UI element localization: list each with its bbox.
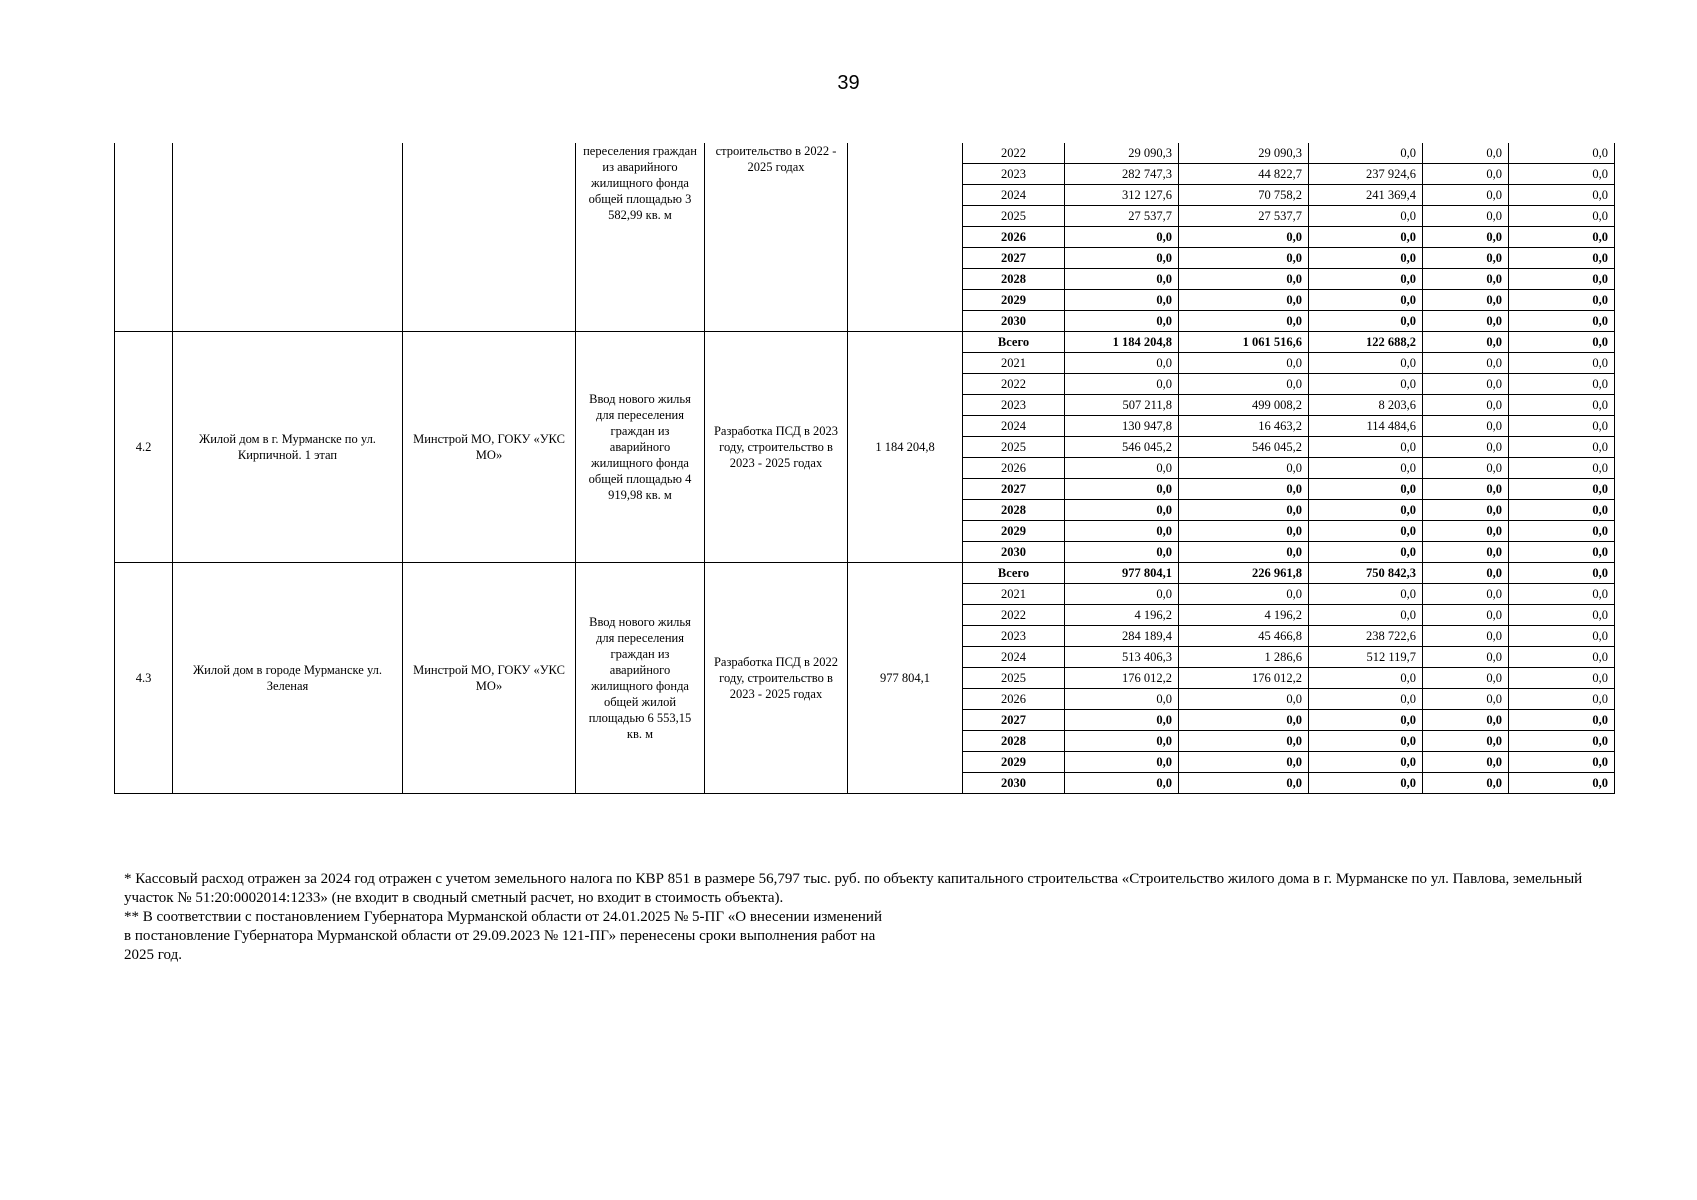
value-cell: 0,0 [1423, 458, 1509, 479]
value-cell: 0,0 [1309, 227, 1423, 248]
footnote-2-line-1: ** В соответствии с постановлением Губернатора Мурманской области от 24.01.2025 № 5-ПГ «О внесении изменений [124, 909, 882, 925]
object-4-2-purpose: Ввод нового жилья для переселения граждан из аварийного жилищного фонда общей площадью 4 919,98 кв. м [576, 332, 705, 563]
value-cell: 0,0 [1509, 269, 1615, 290]
value-cell: 546 045,2 [1065, 437, 1179, 458]
value-cell: 0,0 [1309, 521, 1423, 542]
year-cell: 2026 [963, 689, 1065, 710]
footnote-1: * Кассовый расход отражен за 2024 год отражен с учетом земельного налога по КВР 851 в размере 56,797 тыс. руб. по объекту капитального строительства «Строительство жилого дома в г. Мурманске по ул. Павлова, земельный участок № 51:20:0002014:1233» (не входит в сводный сметный расчет, но входит в стоимость объекта). [124, 871, 1583, 906]
value-cell: 0,0 [1509, 332, 1615, 353]
value-cell: 0,0 [1509, 521, 1615, 542]
value-cell: 0,0 [1423, 185, 1509, 206]
continued-object-number [115, 143, 173, 332]
value-cell: 0,0 [1509, 185, 1615, 206]
value-cell: 0,0 [1423, 206, 1509, 227]
value-cell: 0,0 [1509, 374, 1615, 395]
year-cell: 2030 [963, 542, 1065, 563]
value-cell: 0,0 [1179, 584, 1309, 605]
continued-object-executor [403, 143, 576, 332]
value-cell: 0,0 [1509, 605, 1615, 626]
value-cell: 0,0 [1179, 248, 1309, 269]
value-cell: 0,0 [1423, 500, 1509, 521]
object-4-2-number: 4.2 [115, 332, 173, 563]
value-cell: 0,0 [1509, 563, 1615, 584]
page-number: 39 [837, 72, 860, 94]
continued-object-cost [848, 143, 963, 332]
value-cell: 0,0 [1309, 542, 1423, 563]
value-cell: 0,0 [1065, 521, 1179, 542]
value-cell: 0,0 [1179, 269, 1309, 290]
footnote-2-line-2: в постановление Губернатора Мурманской области от 29.09.2023 № 121-ПГ» перенесены сроки выполнения работ на [124, 928, 876, 944]
year-cell: 2025 [963, 206, 1065, 227]
year-cell: 2025 [963, 437, 1065, 458]
value-cell: 0,0 [1179, 374, 1309, 395]
year-cell: 2021 [963, 584, 1065, 605]
value-cell: 0,0 [1309, 500, 1423, 521]
value-cell: 282 747,3 [1065, 164, 1179, 185]
year-cell: 2030 [963, 773, 1065, 794]
value-cell: 0,0 [1423, 332, 1509, 353]
year-cell: 2027 [963, 479, 1065, 500]
value-cell: 312 127,6 [1065, 185, 1179, 206]
value-cell: 0,0 [1423, 143, 1509, 164]
value-cell: 0,0 [1509, 311, 1615, 332]
value-cell: 0,0 [1423, 605, 1509, 626]
value-cell: 29 090,3 [1065, 143, 1179, 164]
year-cell: 2025 [963, 668, 1065, 689]
value-cell: 0,0 [1309, 605, 1423, 626]
object-4-2-executor: Минстрой МО, ГОКУ «УКС МО» [403, 332, 576, 563]
object-4-2-stages: Разработка ПСД в 2023 году, строительство в 2023 - 2025 годах [705, 332, 848, 563]
value-cell: 27 537,7 [1179, 206, 1309, 227]
value-cell: 977 804,1 [1065, 563, 1179, 584]
year-cell: 2021 [963, 353, 1065, 374]
value-cell: 241 369,4 [1309, 185, 1423, 206]
object-4-3-purpose: Ввод нового жилья для переселения граждан из аварийного жилищного фонда общей жилой площадью 6 553,15 кв. м [576, 563, 705, 794]
value-cell: 0,0 [1423, 227, 1509, 248]
value-cell: 1 184 204,8 [1065, 332, 1179, 353]
value-cell: 0,0 [1179, 311, 1309, 332]
value-cell: 0,0 [1509, 626, 1615, 647]
value-cell: 0,0 [1179, 773, 1309, 794]
value-cell: 0,0 [1065, 542, 1179, 563]
value-cell: 0,0 [1509, 353, 1615, 374]
value-cell: 0,0 [1509, 437, 1615, 458]
value-cell: 0,0 [1065, 689, 1179, 710]
value-cell: 0,0 [1509, 584, 1615, 605]
value-cell: 0,0 [1179, 710, 1309, 731]
object-4-3-executor: Минстрой МО, ГОКУ «УКС МО» [403, 563, 576, 794]
value-cell: 0,0 [1065, 584, 1179, 605]
value-cell: 0,0 [1065, 290, 1179, 311]
continued-object-name [173, 143, 403, 332]
year-cell: 2029 [963, 521, 1065, 542]
value-cell: 0,0 [1065, 311, 1179, 332]
value-cell: 0,0 [1309, 479, 1423, 500]
value-cell: 0,0 [1065, 479, 1179, 500]
value-cell: 0,0 [1509, 647, 1615, 668]
value-cell: 0,0 [1423, 374, 1509, 395]
value-cell: 0,0 [1309, 731, 1423, 752]
value-cell: 512 119,7 [1309, 647, 1423, 668]
value-cell: 0,0 [1423, 752, 1509, 773]
program-table [114, 143, 1615, 794]
value-cell: 0,0 [1309, 248, 1423, 269]
value-cell: 0,0 [1423, 311, 1509, 332]
object-4-3-number: 4.3 [115, 563, 173, 794]
value-cell: 0,0 [1423, 626, 1509, 647]
value-cell: 0,0 [1309, 374, 1423, 395]
year-cell: 2022 [963, 605, 1065, 626]
value-cell: 0,0 [1065, 353, 1179, 374]
value-cell: 122 688,2 [1309, 332, 1423, 353]
value-cell: 0,0 [1423, 584, 1509, 605]
value-cell: 0,0 [1309, 311, 1423, 332]
value-cell: 0,0 [1509, 752, 1615, 773]
value-cell: 0,0 [1179, 353, 1309, 374]
year-cell: 2028 [963, 731, 1065, 752]
value-cell: 0,0 [1423, 353, 1509, 374]
year-cell: Всего [963, 332, 1065, 353]
value-cell: 0,0 [1509, 458, 1615, 479]
footnotes [124, 870, 1584, 965]
footnote-2-line-3: 2025 год. [124, 947, 182, 963]
value-cell: 0,0 [1509, 731, 1615, 752]
value-cell: 0,0 [1309, 689, 1423, 710]
value-cell: 0,0 [1065, 500, 1179, 521]
year-cell: 2024 [963, 185, 1065, 206]
object-4-3-stages: Разработка ПСД в 2022 году, строительство в 2023 - 2025 годах [705, 563, 848, 794]
year-cell: 2024 [963, 647, 1065, 668]
value-cell: 0,0 [1509, 710, 1615, 731]
value-cell: 507 211,8 [1065, 395, 1179, 416]
value-cell: 0,0 [1179, 542, 1309, 563]
value-cell: 0,0 [1179, 479, 1309, 500]
value-cell: 513 406,3 [1065, 647, 1179, 668]
value-cell: 0,0 [1423, 542, 1509, 563]
value-cell: 8 203,6 [1309, 395, 1423, 416]
value-cell: 4 196,2 [1179, 605, 1309, 626]
object-4-3-name: Жилой дом в городе Мурманске ул. Зеленая [173, 563, 403, 794]
value-cell: 0,0 [1423, 248, 1509, 269]
value-cell: 0,0 [1179, 290, 1309, 311]
value-cell: 27 537,7 [1065, 206, 1179, 227]
object-4-2-name: Жилой дом в г. Мурманске по ул. Кирпичной. 1 этап [173, 332, 403, 563]
value-cell: 0,0 [1065, 458, 1179, 479]
value-cell: 0,0 [1423, 290, 1509, 311]
value-cell: 0,0 [1179, 521, 1309, 542]
year-cell: 2024 [963, 416, 1065, 437]
value-cell: 45 466,8 [1179, 626, 1309, 647]
value-cell: 0,0 [1423, 647, 1509, 668]
continued-object-purpose: переселения граждан из аварийного жилищного фонда общей площадью 3 582,99 кв. м [576, 143, 705, 332]
value-cell: 0,0 [1065, 773, 1179, 794]
value-cell: 0,0 [1509, 542, 1615, 563]
value-cell: 130 947,8 [1065, 416, 1179, 437]
year-cell: 2030 [963, 311, 1065, 332]
value-cell: 0,0 [1309, 206, 1423, 227]
value-cell: 226 961,8 [1179, 563, 1309, 584]
value-cell: 0,0 [1065, 374, 1179, 395]
value-cell: 0,0 [1423, 269, 1509, 290]
table-row [115, 332, 1615, 353]
table-row [115, 563, 1615, 584]
table-row [115, 143, 1615, 164]
value-cell: 0,0 [1509, 164, 1615, 185]
value-cell: 0,0 [1509, 290, 1615, 311]
value-cell: 0,0 [1065, 752, 1179, 773]
value-cell: 284 189,4 [1065, 626, 1179, 647]
value-cell: 0,0 [1065, 731, 1179, 752]
value-cell: 0,0 [1309, 143, 1423, 164]
year-cell: 2023 [963, 395, 1065, 416]
value-cell: 0,0 [1509, 500, 1615, 521]
value-cell: 1 061 516,6 [1179, 332, 1309, 353]
value-cell: 29 090,3 [1179, 143, 1309, 164]
value-cell: 0,0 [1309, 752, 1423, 773]
value-cell: 0,0 [1309, 458, 1423, 479]
year-cell: 2023 [963, 626, 1065, 647]
value-cell: 546 045,2 [1179, 437, 1309, 458]
value-cell: 0,0 [1179, 752, 1309, 773]
year-cell: 2029 [963, 752, 1065, 773]
value-cell: 0,0 [1509, 227, 1615, 248]
value-cell: 0,0 [1309, 437, 1423, 458]
value-cell: 1 286,6 [1179, 647, 1309, 668]
value-cell: 0,0 [1509, 143, 1615, 164]
value-cell: 0,0 [1509, 668, 1615, 689]
value-cell: 0,0 [1509, 416, 1615, 437]
object-4-2-cost: 1 184 204,8 [848, 332, 963, 563]
year-cell: 2028 [963, 500, 1065, 521]
object-4-3-cost: 977 804,1 [848, 563, 963, 794]
value-cell: 176 012,2 [1065, 668, 1179, 689]
value-cell: 0,0 [1309, 353, 1423, 374]
value-cell: 0,0 [1423, 395, 1509, 416]
value-cell: 0,0 [1423, 773, 1509, 794]
year-cell: 2022 [963, 374, 1065, 395]
value-cell: 70 758,2 [1179, 185, 1309, 206]
year-cell: 2027 [963, 710, 1065, 731]
value-cell: 237 924,6 [1309, 164, 1423, 185]
value-cell: 0,0 [1423, 731, 1509, 752]
value-cell: 0,0 [1509, 206, 1615, 227]
value-cell: 0,0 [1509, 395, 1615, 416]
value-cell: 0,0 [1179, 500, 1309, 521]
value-cell: 0,0 [1179, 227, 1309, 248]
value-cell: 0,0 [1179, 731, 1309, 752]
year-cell: 2026 [963, 458, 1065, 479]
value-cell: 176 012,2 [1179, 668, 1309, 689]
value-cell: 0,0 [1309, 584, 1423, 605]
value-cell: 0,0 [1309, 668, 1423, 689]
value-cell: 0,0 [1509, 479, 1615, 500]
value-cell: 0,0 [1065, 269, 1179, 290]
value-cell: 0,0 [1065, 248, 1179, 269]
value-cell: 114 484,6 [1309, 416, 1423, 437]
value-cell: 0,0 [1423, 563, 1509, 584]
value-cell: 0,0 [1509, 773, 1615, 794]
value-cell: 0,0 [1309, 773, 1423, 794]
value-cell: 0,0 [1423, 479, 1509, 500]
value-cell: 0,0 [1179, 458, 1309, 479]
year-cell: 2027 [963, 248, 1065, 269]
value-cell: 44 822,7 [1179, 164, 1309, 185]
year-cell: 2028 [963, 269, 1065, 290]
value-cell: 0,0 [1423, 689, 1509, 710]
value-cell: 16 463,2 [1179, 416, 1309, 437]
value-cell: 0,0 [1309, 290, 1423, 311]
value-cell: 0,0 [1509, 689, 1615, 710]
value-cell: 0,0 [1423, 416, 1509, 437]
value-cell: 0,0 [1309, 269, 1423, 290]
value-cell: 0,0 [1309, 710, 1423, 731]
value-cell: 499 008,2 [1179, 395, 1309, 416]
year-cell: 2029 [963, 290, 1065, 311]
value-cell: 0,0 [1423, 164, 1509, 185]
year-cell: 2026 [963, 227, 1065, 248]
value-cell: 750 842,3 [1309, 563, 1423, 584]
year-cell: 2023 [963, 164, 1065, 185]
value-cell: 0,0 [1423, 710, 1509, 731]
value-cell: 0,0 [1509, 248, 1615, 269]
value-cell: 4 196,2 [1065, 605, 1179, 626]
year-cell: Всего [963, 563, 1065, 584]
year-cell: 2022 [963, 143, 1065, 164]
continued-object-stages: строительство в 2022 - 2025 годах [705, 143, 848, 332]
value-cell: 0,0 [1423, 668, 1509, 689]
value-cell: 0,0 [1065, 710, 1179, 731]
value-cell: 0,0 [1179, 689, 1309, 710]
value-cell: 238 722,6 [1309, 626, 1423, 647]
value-cell: 0,0 [1065, 227, 1179, 248]
value-cell: 0,0 [1423, 437, 1509, 458]
value-cell: 0,0 [1423, 521, 1509, 542]
